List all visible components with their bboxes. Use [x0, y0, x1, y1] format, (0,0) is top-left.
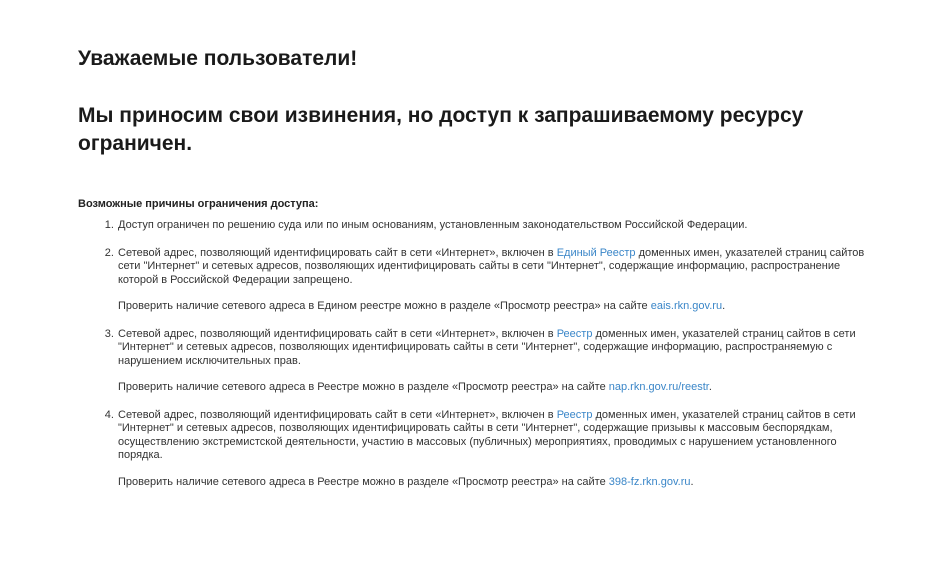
check-text-part: Проверить наличие сетевого адреса в Реестре можно в разделе «Просмотр реестра» на сайте	[118, 475, 609, 488]
eais-site-link[interactable]: eais.rkn.gov.ru	[650, 300, 723, 312]
check-text-part: Проверить наличие сетевого адреса в Едином реестре можно в разделе «Просмотр реестра» на сайте	[118, 300, 651, 312]
block-notice-page	[78, 44, 878, 489]
check-registry-text	[118, 476, 878, 490]
reason-text: Доступ ограничен по решению суда или по иным основаниям, установленным законодательством Российской Федерации.	[118, 219, 748, 231]
reason-text	[118, 247, 878, 288]
registry-link[interactable]: Реестр	[556, 327, 593, 340]
reason-item-4	[117, 409, 878, 490]
check-text-part: .	[708, 381, 712, 393]
reason-text-part: доменных имен, указателей страниц сайтов сети "Интернет" и сетевых адресов, позволяющих идентифицировать сайты в сети "Интернет", содержащие информацию, распространение которой в Российской Федерации запрещено.	[118, 246, 865, 286]
reason-text-part: Сетевой адрес, позволяющий идентифицировать сайт в сети «Интернет», включен в	[118, 246, 557, 259]
reason-item-1	[117, 219, 878, 233]
reason-text-part: Сетевой адрес, позволяющий идентифицировать сайт в сети «Интернет», включен в	[118, 327, 557, 340]
check-text-part: .	[690, 475, 694, 488]
reason-text-part: доменных имен, указателей страниц сайтов в сети "Интернет" и сетевых адресов, позволяющих идентифицировать сайты в сети "Интернет", содержащие призывы к массовым беспорядкам, осуществлению экстремистской деятельности, участию в массовых (публичных) мероприятиях, проводимых с нарушением установленного порядка.	[118, 408, 856, 461]
check-registry-text	[118, 300, 878, 314]
reason-item-2	[117, 247, 878, 314]
reason-text	[118, 409, 878, 463]
398-fz-site-link[interactable]: 398-fz.rkn.gov.ru	[608, 475, 691, 488]
nap-site-link[interactable]: nap.rkn.gov.ru/reestr	[608, 381, 709, 393]
reasons-title: Возможные причины ограничения доступа:	[78, 198, 319, 210]
reason-item-3	[117, 328, 878, 395]
reason-text-part: доменных имен, указателей страниц сайтов в сети "Интернет" и сетевых адресов, позволяющих идентифицировать сайты в сети "Интернет", содержащие информацию, распространяемую с нарушением исключительных прав.	[118, 327, 856, 367]
check-text-part: .	[722, 300, 726, 312]
greeting-heading: Уважаемые пользователи!	[78, 47, 358, 70]
reasons-list	[78, 219, 878, 489]
registry-link[interactable]: Реестр	[556, 408, 593, 421]
check-text-part: Проверить наличие сетевого адреса в Реестре можно в разделе «Просмотр реестра» на сайте	[118, 381, 609, 393]
reason-text	[118, 328, 878, 369]
apology-heading: Мы приносим свои извинения, но доступ к запрашиваемому ресурсу ограничен.	[78, 104, 804, 155]
check-registry-text	[118, 381, 878, 395]
reason-text-part: Сетевой адрес, позволяющий идентифицировать сайт в сети «Интернет», включен в	[118, 408, 557, 421]
unified-registry-link[interactable]: Единый Реестр	[556, 246, 636, 259]
